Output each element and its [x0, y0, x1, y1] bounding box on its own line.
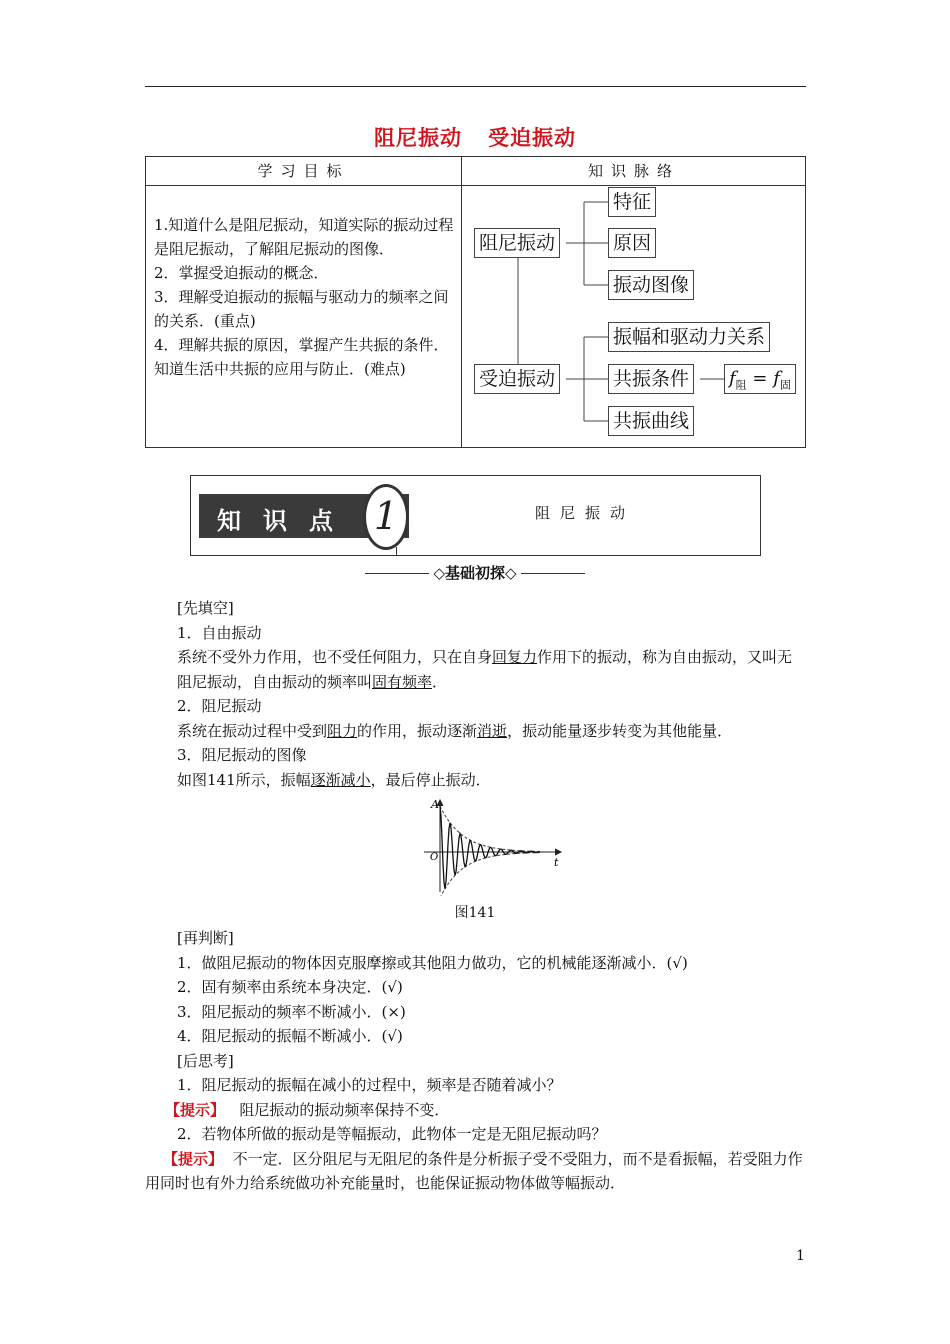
knowledge-point-number: 1: [363, 484, 409, 550]
mindmap-connectors: [146, 157, 807, 449]
map-node-feature: 特征: [608, 187, 656, 217]
page-number: 1: [796, 1248, 805, 1264]
goal-item: 2．掌握受迫振动的概念．: [154, 264, 329, 282]
axis-x-label: t: [554, 856, 559, 869]
judge-item: 2．固有频率由系统本身决定．(√): [177, 978, 403, 996]
axis-y-label: A: [431, 798, 439, 811]
content-part-1: [145, 596, 806, 792]
knowledge-point-box: [190, 475, 761, 556]
header-goals: 学习目标: [257, 162, 350, 180]
map-node-cause: 原因: [608, 228, 656, 258]
section-1-text: 系统不受外力作用，也不受任何阻力，只在自身回复力作用下的振动，称为自由振动，又叫无阻尼振动，自由振动的频率叫固有频率．: [177, 648, 793, 691]
answer-2: 【提示】 不一定．区分阻尼与无阻尼的条件是分析振子受不受阻力，而不是看振幅，若受阻力作用同时也有外力给系统做功补充能量时，也能保证振动物体做等幅振动．: [145, 1149, 803, 1192]
knowledge-point-label: 知识点: [217, 507, 355, 535]
page-title: [0, 122, 950, 152]
title-part-2: 受迫振动: [488, 126, 576, 150]
think-header: [后思考]: [177, 1051, 234, 1070]
judge-item: 4．阻尼振动的振幅不断减小．(√): [177, 1027, 403, 1045]
objectives-table: [145, 156, 806, 448]
envelope-top: [440, 806, 540, 852]
section-3-title: 3．阻尼振动的图像: [177, 746, 307, 764]
knowledge-point-title: 阻尼振动: [535, 504, 636, 522]
sub-damping: 阻: [735, 378, 747, 392]
goal-item: 1.知道什么是阻尼振动，知道实际的振动过程是阻尼振动，了解阻尼振动的图像．: [154, 216, 454, 258]
section-1-title: 1．自由振动: [177, 623, 262, 642]
origin-label: O: [430, 852, 439, 863]
sub-natural: 固: [779, 378, 791, 392]
map-node-condition-formula: [724, 364, 796, 394]
goal-item: 4．理解共振的原因，掌握产生共振的条件．知道生活中共振的应用与防止．(难点): [154, 336, 449, 378]
map-node-damped: 阻尼振动: [474, 228, 560, 258]
figure-caption: 图141: [454, 905, 496, 921]
question-2: 2．若物体所做的振动是等幅振动，此物体一定是无阻尼振动吗？: [177, 1125, 607, 1143]
freq-symbol: f: [729, 368, 736, 389]
section-2-title: 2．阻尼振动: [177, 697, 262, 715]
question-1: 1．阻尼振动的振幅在减小的过程中，频率是否随着减小？: [177, 1076, 562, 1094]
heading-rule-right: [521, 573, 585, 574]
section-2-text: 系统在振动过程中受到阻力的作用，振动逐渐消逝，振动能量逐步转变为其他能量．: [177, 721, 733, 740]
title-part-1: 阻尼振动: [374, 126, 462, 150]
map-node-resonance-condition: 共振条件: [608, 364, 694, 394]
top-rule: [145, 86, 806, 87]
section-heading: [0, 562, 950, 583]
goal-item: 3．理解受迫振动的振幅与驱动力的频率之间的关系．(重点): [154, 288, 449, 330]
answer-1: 【提示】 阻尼振动的振动频率保持不变．: [165, 1100, 450, 1119]
judge-header: [再判断]: [177, 929, 234, 947]
judge-item: 3．阻尼振动的频率不断减小．(×): [177, 1002, 406, 1021]
knowledge-point-tick: [396, 547, 397, 556]
equals-sign: =: [752, 368, 768, 389]
content-part-2: [145, 926, 806, 1196]
map-node-graph: 振动图像: [608, 270, 694, 300]
map-node-amplitude: 振幅和驱动力关系: [608, 322, 770, 352]
hint-label: 【提示】: [163, 1149, 224, 1168]
hint-label: 【提示】: [165, 1100, 226, 1119]
header-map: 知识脉络: [587, 162, 680, 180]
fill-header: [先填空]: [177, 599, 234, 617]
freq-symbol: f: [773, 368, 780, 389]
damped-wave: [440, 806, 540, 889]
judge-item: 1．做阻尼振动的物体因克服摩擦或其他阻力做功，它的机械能逐渐减小．(√): [177, 953, 688, 972]
section-heading-text: ◇基础初探◇: [433, 564, 517, 582]
heading-rule-left: [365, 573, 429, 574]
map-node-forced: 受迫振动: [474, 364, 560, 394]
section-3-text: 如图141所示，振幅逐渐减小，最后停止振动．: [177, 770, 491, 789]
damped-oscillation-figure: [420, 796, 570, 896]
map-node-resonance-curve: 共振曲线: [608, 406, 694, 436]
